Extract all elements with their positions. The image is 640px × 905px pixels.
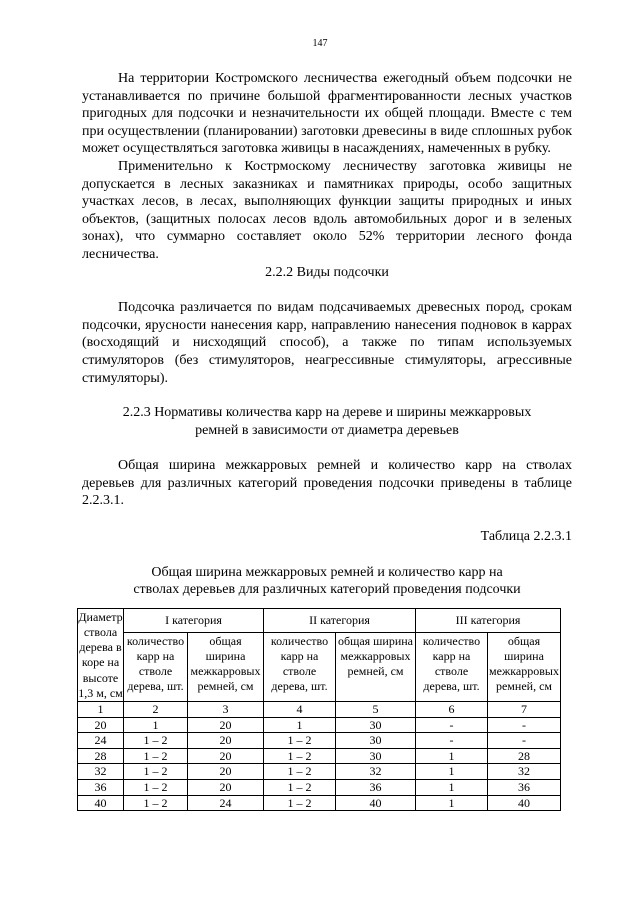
paragraph-tapping-types: Подсочка различается по видам подсачиваемых древесных пород, срокам подсочки, ярусности нанесения карр, направлению нанесения подновок в каррах (восходящий и нисходящий способ), а также по типам используемых стимуляторов (без стимуляторов, неагрессивные стимуляторы, агрессивные стимуляторы).: [82, 300, 572, 386]
table-cell: 20: [188, 748, 264, 764]
table-cell: 40: [488, 795, 561, 811]
table-row: [78, 780, 561, 796]
table-row: [78, 795, 561, 811]
table-cell: 1 – 2: [264, 764, 336, 780]
section-heading-223-line1: 2.2.3 Нормативы количества карр на дереве и ширины межкарровых: [122, 405, 532, 421]
table-cell: 1 – 2: [124, 795, 188, 811]
table-label: Таблица 2.2.3.1: [480, 529, 572, 545]
sub-header: общая ширина межкарровых ремней, см: [188, 632, 264, 701]
table-cell: 1: [416, 748, 488, 764]
sub-header: количество карр на стволе дерева, шт.: [416, 632, 488, 701]
column-number-cell: 1: [78, 702, 124, 718]
diameter-cell: 20: [78, 717, 124, 733]
column-number-cell: 5: [336, 702, 416, 718]
section-heading-223-line2: ремней в зависимости от диаметра деревьев: [195, 422, 459, 438]
sub-header: количество карр на стволе дерева, шт.: [124, 632, 188, 701]
table-cell: 20: [188, 733, 264, 749]
table-cell: 1 – 2: [124, 780, 188, 796]
category-1-header: I категория: [124, 608, 264, 632]
table-cell: 1 – 2: [264, 780, 336, 796]
column-number-cell: 2: [124, 702, 188, 718]
column-number-cell: 7: [488, 702, 561, 718]
diameter-cell: 32: [78, 764, 124, 780]
table-cell: 1: [264, 717, 336, 733]
table-cell: -: [488, 717, 561, 733]
table-cell: 30: [336, 717, 416, 733]
column-number-cell: 4: [264, 702, 336, 718]
table-cell: -: [416, 733, 488, 749]
sub-header: общая ширина межкарровых ремней, см: [488, 632, 561, 701]
table-row: [78, 733, 561, 749]
table-row: [78, 764, 561, 780]
diameter-cell: 28: [78, 748, 124, 764]
page-number: 147: [312, 38, 328, 49]
paragraph-forest-district-volume: На территории Костромского лесничества ежегодный объем подсочки не устанавливается по причине большой фрагментированности лесных участков пригодных для подсочки и незначительности их общей площади. Вместе с тем при осуществлении (планировании) заготовки древесины в виде сплошных рубок может осуществляться заготовка живицы в насаждениях, намеченных в рубку.: [82, 71, 572, 157]
page-content: [78, 70, 572, 811]
table-row: [78, 717, 561, 733]
table-cell: 30: [336, 733, 416, 749]
table-cell: 1 – 2: [124, 733, 188, 749]
table-cell: 1 – 2: [264, 748, 336, 764]
diameter-cell: 24: [78, 733, 124, 749]
paragraph-restrictions: Применительно к Кострмоскому лесничеству заготовка живицы не допускается в лесных заказниках и памятниках природы, особо защитных участках лесов, в лесах, выполняющих функции защиты природных и иных объектов, (защитных полосах лесов вдоль автомобильных дорог и в зеленых зонах), что суммарно составляет около 52% территории лесного фонда лесничества.: [82, 158, 572, 262]
paragraph-table-intro: Общая ширина межкарровых ремней и количество карр на стволах деревьев для различных категорий проведения подсочки приведены в таблице 2.2.3.1.: [82, 458, 572, 509]
table-cell: 1: [416, 795, 488, 811]
section-heading-222: 2.2.2 Виды подсочки: [265, 264, 389, 280]
column-number-cell: 3: [188, 702, 264, 718]
table-cell: 20: [188, 780, 264, 796]
table-caption-line2: стволах деревьев для различных категорий проведения подсочки: [133, 582, 521, 598]
table-cell: 32: [336, 764, 416, 780]
table-cell: 1: [416, 764, 488, 780]
table-cell: 36: [488, 780, 561, 796]
table-column-number-row: [78, 702, 561, 718]
table-cell: 36: [336, 780, 416, 796]
category-3-header: III категория: [416, 608, 561, 632]
table-row: [78, 748, 561, 764]
category-2-header: II категория: [264, 608, 416, 632]
tapping-norms-table: [77, 608, 561, 811]
table-cell: -: [416, 717, 488, 733]
table-cell: 20: [188, 717, 264, 733]
table-cell: 1 – 2: [124, 748, 188, 764]
diameter-cell: 36: [78, 780, 124, 796]
table-cell: 30: [336, 748, 416, 764]
table-cell: 20: [188, 764, 264, 780]
table-header-row-subheaders: [78, 632, 561, 701]
table-caption-line1: Общая ширина межкарровых ремней и количество карр на: [151, 564, 503, 580]
table-header-row-categories: [78, 608, 561, 632]
table-cell: -: [488, 733, 561, 749]
diameter-cell: 40: [78, 795, 124, 811]
table-cell: 1: [416, 780, 488, 796]
sub-header: количество карр на стволе дерева, шт.: [264, 632, 336, 701]
column-number-cell: 6: [416, 702, 488, 718]
table-cell: 40: [336, 795, 416, 811]
diameter-header: Диаметр ствола дерева в коре на высоте 1,3 м, см: [78, 609, 123, 700]
table-cell: 1: [124, 717, 188, 733]
table-cell: 1 – 2: [264, 733, 336, 749]
table-cell: 32: [488, 764, 561, 780]
table-cell: 1 – 2: [124, 764, 188, 780]
table-cell: 24: [188, 795, 264, 811]
sub-header: общая ширина межкарровых ремней, см: [336, 632, 416, 701]
table-cell: 1 – 2: [264, 795, 336, 811]
table-cell: 28: [488, 748, 561, 764]
